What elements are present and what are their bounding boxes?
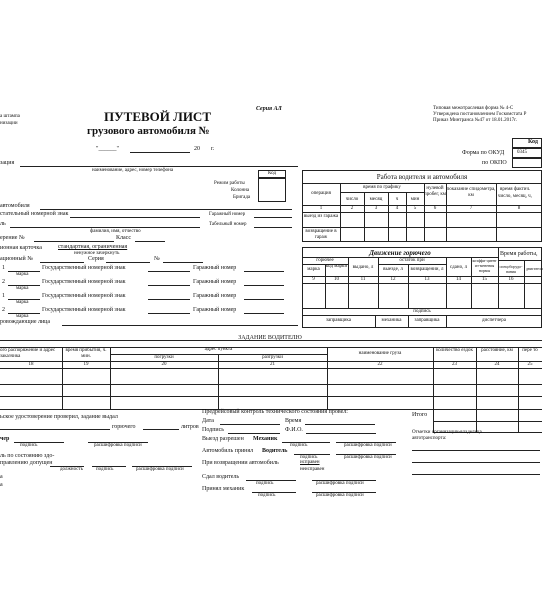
footer-dispatcher-label: чер — [0, 436, 10, 442]
footer-sign-hint-2: подпись — [96, 467, 114, 472]
fuel-col-13: 13 — [424, 277, 430, 282]
fuel-rest-exit: выезде, л — [383, 267, 403, 272]
pre-check-sign: Подпись — [202, 427, 225, 433]
drv-decode-hint: расшифровка подписи — [344, 455, 392, 460]
trailer-1-marka: марка — [16, 272, 29, 277]
org-mark-label-2: автотранспорта: — [412, 436, 447, 441]
fuel-fuel-header: горючее — [316, 258, 334, 263]
trailer-1-text: Государственный номерной знак — [42, 265, 126, 271]
fuel-signs-title: подпись — [413, 309, 431, 314]
trailer-2-garage: Гаражный номер — [193, 279, 237, 285]
task-col-trips: количество ездок — [436, 348, 473, 353]
form-type: Типовая межотраслевая форма № 4-С — [433, 106, 514, 111]
task-col-dist: расстояние, км — [481, 348, 513, 353]
task-title: ЗАДАНИЕ ВОДИТЕЛЮ — [238, 335, 302, 341]
stamp-label-1: а штампа — [0, 114, 20, 119]
footer-a-2: а — [0, 482, 3, 488]
class-label: Класс — [116, 235, 131, 241]
org-kod: Код — [268, 171, 276, 176]
footer-decode-hint-2: расшифровка подписи — [136, 467, 184, 472]
date-year: 20 — [194, 146, 200, 152]
fuel-coef-header: коэффи-циент из-менения нормы — [472, 258, 497, 273]
okud-label: Форма по ОКУД — [462, 150, 505, 156]
work-col-3: 3 — [374, 206, 378, 211]
fuel-issued-header: выдано, л — [352, 265, 374, 270]
lic-card-hint: ненужное зачеркнуть — [74, 251, 120, 256]
lic-card-value: стандартная, ограниченная — [58, 244, 128, 250]
trailer-2-num: 2 — [2, 279, 5, 285]
mechanic-label: Механик — [253, 436, 278, 442]
seria-label: Серия — [88, 256, 104, 262]
pre-check-date: Дата — [202, 418, 214, 424]
mech-sign-hint: подпись — [290, 443, 308, 448]
hand-decode-hint: расшифровка подписи — [316, 481, 364, 486]
pre-check-fio: Ф.И.О. — [285, 427, 303, 433]
trailer-4-garage: Гаражный номер — [193, 307, 237, 313]
no-label: № — [154, 256, 160, 262]
footer-a-1: а — [0, 474, 3, 480]
brigade-label: Бригада — [233, 195, 251, 200]
reg-sign-label: стательный номерной знак — [0, 211, 69, 217]
task-col-order: ого распоряжение и адрес заказчика — [0, 348, 56, 359]
work-min-header: мин — [410, 197, 420, 202]
trailer-2-text: Государственный номерной знак — [42, 279, 126, 285]
fuel-col-11: 11 — [360, 277, 366, 282]
okpo-label: по ОКПО — [482, 160, 507, 166]
footer-health-1: ль по состоянию здо- — [0, 453, 55, 459]
task-col-arrival: время прибытия, ч. мин. — [65, 348, 107, 359]
fuel-work-time: Время работы, — [500, 251, 538, 257]
accompanying-label: ровождающие лица — [0, 319, 51, 325]
trailer-3-text: Государственный номерной знак — [42, 293, 126, 299]
acc-decode-hint: расшифровка подписи — [316, 493, 364, 498]
fuel-col-12: 12 — [390, 277, 396, 282]
form-approved: Утверждена постановлением Госкомстата Р — [433, 112, 527, 117]
work-day-header: число — [345, 197, 359, 202]
task-col-unload: разгрузки — [262, 355, 283, 360]
org-mark-label-1: Отметки организации-владельца — [412, 430, 482, 435]
trailer-3-marka: марка — [16, 300, 29, 305]
task-col-addr: адрес пункта — [204, 347, 233, 352]
okud-value: 0345 — [517, 150, 527, 155]
handed-driver-label: Сдал водитель — [202, 474, 240, 480]
acc-sign-hint: подпись — [258, 493, 276, 498]
trailer-1-garage: Гаражный номер — [193, 265, 237, 271]
fuel-handed-header: сдано, л — [449, 265, 468, 270]
driver-label: ль — [0, 221, 6, 227]
trailer-3-garage: Гаражный номер — [193, 293, 237, 299]
driver-hint: фамилия, имя, отчество — [90, 229, 141, 234]
fuel-engine-header: двигателя — [526, 266, 543, 271]
trailer-4-num: 2 — [2, 307, 5, 313]
reg-no-label: ационный № — [0, 256, 33, 262]
hand-sign-hint: подпись — [256, 481, 274, 486]
task-total-label: Итого — [412, 412, 428, 418]
footer-health-2: правлению допущен — [0, 460, 53, 466]
document-subtitle: грузового автомобиля № — [87, 125, 210, 137]
work-return-row: возвращение в гараж — [305, 229, 337, 240]
task-num-22: 22 — [377, 362, 383, 367]
fuel-col-16: 16 — [508, 277, 514, 282]
work-col-2: 2 — [350, 206, 354, 211]
mech-decode-hint: расшифровка подписи — [344, 443, 392, 448]
on-return-label: При возвращении автомобиль — [202, 460, 279, 466]
drv-sign-hint: подпись — [300, 455, 318, 460]
exit-permit-label: Выезд разрешен — [202, 436, 244, 442]
task-num-19: 19 — [83, 362, 89, 367]
tab-no-label: Табельный номер — [209, 222, 247, 227]
cert-label: ерение № — [0, 235, 25, 241]
work-col-8: 8 — [517, 206, 521, 211]
series-label: Серия АЛ — [256, 106, 282, 112]
org-hint: наименование, адрес, номер телефона — [92, 168, 174, 173]
work-odometer-header: показание спидометра, км — [446, 187, 496, 198]
work-col-5: 5 — [413, 206, 417, 211]
work-col-1: 1 — [319, 206, 323, 211]
task-col-load: погрузки — [154, 355, 174, 360]
task-col-tr: пере то — [522, 348, 538, 353]
date-suffix: г. — [211, 146, 215, 152]
auto-accepted-label: Автомобиль принял — [202, 448, 254, 454]
sign-dispatcher: диспетчера — [482, 318, 506, 323]
kod-label: Код — [528, 139, 538, 145]
footer-sign-hint-1: подпись — [20, 443, 38, 448]
work-col-7: 7 — [469, 206, 473, 211]
fuel-col-10: 10 — [334, 277, 339, 282]
fuel-special-header: спецоборудо-вания — [499, 264, 523, 274]
task-num-23: 23 — [452, 362, 457, 367]
org-label: зация — [0, 160, 15, 166]
task-col-cargo: наименование груза — [358, 351, 402, 356]
task-num-18: 18 — [28, 362, 34, 367]
work-fact-header: время фактич. — [500, 187, 531, 192]
task-num-24: 24 — [494, 362, 500, 367]
footer-check-text: ьское удостоверение проверил, задание выдал — [0, 414, 118, 420]
work-col-4: 4 — [395, 206, 399, 211]
fuel-marka-header: марка — [307, 267, 320, 272]
trailer-4-text: Государственный номерной знак — [42, 307, 126, 313]
pre-check-label: Предрейсовый контроль технического состояния провел: — [202, 409, 348, 415]
work-mode-label: Режим работы — [214, 181, 245, 186]
sign-mechanic: механика — [381, 318, 402, 323]
footer-fuel-label: горючего — [112, 424, 136, 430]
work-h-header: ч — [395, 197, 399, 202]
pre-check-time: Время — [285, 418, 302, 424]
garage-no-label: Гаражный номер — [209, 212, 246, 217]
fuel-rest-header: остаток при — [399, 258, 425, 263]
stamp-label-2: низации — [0, 121, 18, 126]
driver-accept-label: Водитель — [262, 448, 288, 454]
date-day: "______" — [96, 146, 119, 152]
task-num-20: 20 — [161, 362, 167, 367]
trailer-2-marka: марка — [16, 286, 29, 291]
work-zero-run-header: нулевой пробег, км — [424, 186, 446, 197]
fuel-table-title: Движение горючего — [369, 249, 431, 257]
trailer-1-num: 1 — [2, 265, 5, 271]
column-label: Колонна — [231, 188, 250, 193]
fuel-col-9: 9 — [312, 277, 315, 282]
trailer-3-num: 1 — [2, 293, 5, 299]
form-order: Приказ Минтранса №47 от 18.01.2017г. — [433, 118, 517, 123]
sign-fueler-2: заправщика — [414, 318, 440, 323]
fuel-col-15: 15 — [482, 277, 487, 282]
work-schedule-header: время по графику — [363, 185, 401, 190]
work-fact-sub: число, месяц, ч, — [498, 194, 532, 199]
fuel-rest-return: возвращении, л — [410, 267, 444, 272]
accepted-mech-label: Принял механик — [202, 486, 245, 492]
fuel-code-header: код марки — [325, 264, 348, 269]
lic-card-label: ионная карточка — [0, 245, 42, 251]
document-title: ПУТЕВОЙ ЛИСТ — [104, 109, 211, 124]
fuel-col-14: 14 — [456, 277, 461, 282]
sign-fueler-1: заправщика — [326, 318, 351, 323]
state-ok: исправен — [300, 460, 320, 465]
work-exit-row: выезд из гаража — [303, 214, 339, 219]
trailer-4-marka: марка — [16, 314, 29, 319]
work-table-title: Работа водителя и автомобиля — [376, 173, 468, 181]
task-num-21: 21 — [270, 362, 275, 367]
auto-label: автомобиля — [0, 203, 30, 209]
work-month-header: месяц — [369, 197, 383, 202]
state-not-ok: неисправен — [300, 467, 325, 472]
footer-decode-hint-1: расшифровка подписи — [94, 443, 142, 448]
work-col-6: 6 — [433, 206, 437, 211]
task-num-25: 25 — [527, 362, 533, 367]
footer-liters-label: литров — [181, 424, 199, 430]
footer-pos-hint: должность — [60, 467, 83, 472]
work-operation-header: операция — [311, 191, 331, 196]
